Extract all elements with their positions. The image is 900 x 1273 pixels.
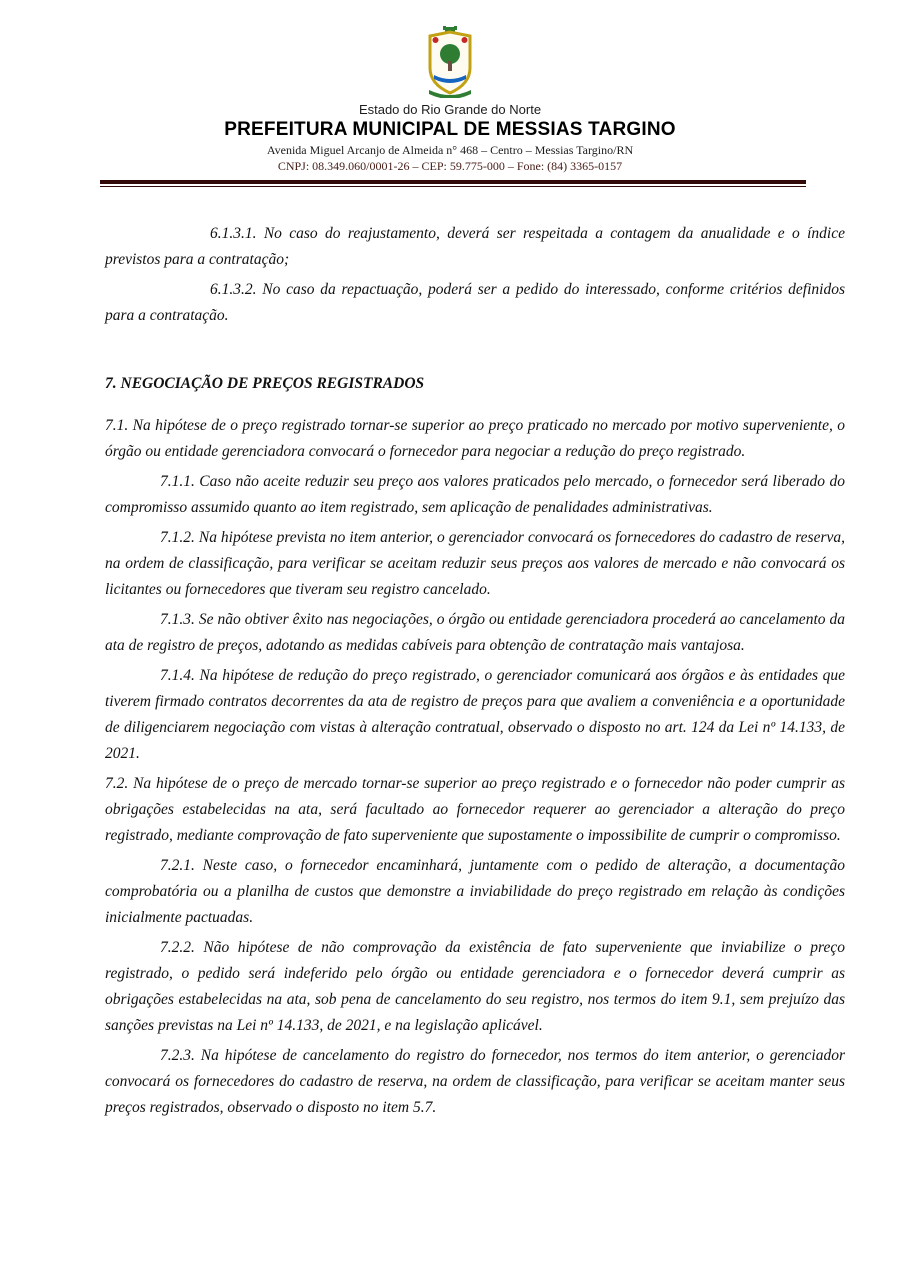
coat-of-arms-logo: [0, 26, 900, 98]
paragraph-7-2: 7.2. Na hipótese de o preço de mercado tornar-se superior ao preço registrado e o fornecedor não poder cumprir as obrigações estabelecidas na ata, será facultado ao fornecedor requerer ao gerenciador a alteração do preço registrado, mediante comprovação de fato superveniente que supostamente o impossibilite de cumprir o compromisso.: [105, 775, 845, 844]
paragraph-6-1-3-2: 6.1.3.2. No caso da repactuação, poderá ser a pedido do interessado, conforme critérios definidos para a contratação.: [105, 281, 845, 324]
divider-thick-rule: [100, 180, 806, 184]
section-heading-7: 7. NEGOCIAÇÃO DE PREÇOS REGISTRADOS: [105, 375, 425, 392]
paragraph-7-2-3: 7.2.3. Na hipótese de cancelamento do registro do fornecedor, nos termos do item anterior, o gerenciador convocará os fornecedores do cadastro de reserva, na ordem de classificação, para verificar se aceitam manter seus preços registrados, observado o disposto no item 5.7.: [105, 1047, 845, 1116]
paragraph-7-2-1: 7.2.1. Neste caso, o fornecedor encaminhará, juntamente com o pedido de alteração, a documentação comprobatória ou a planilha de custos que demonstre a inviabilidade do preço registrado em relação às condições inicialmente pactuadas.: [105, 857, 845, 926]
letterhead: [0, 0, 900, 187]
state-line: Estado do Rio Grande do Norte: [358, 102, 542, 117]
paragraph-6-1-3-1: 6.1.3.1. No caso do reajustamento, deverá ser respeitada a contagem da anualidade e o índice previstos para a contratação;: [105, 225, 845, 268]
paragraph-7-1-1: 7.1.1. Caso não aceite reduzir seu preço aos valores praticados pelo mercado, o fornecedor será liberado do compromisso assumido quanto ao item registrado, sem aplicação de penalidades administrativas.: [105, 473, 845, 516]
paragraph-7-1-2: 7.1.2. Na hipótese prevista no item anterior, o gerenciador convocará os fornecedores do cadastro de reserva, na ordem de classificação, para verificar se aceitam reduzir seus preços aos valores de mercado e não convocará os licitantes ou fornecedores que tiveram seu registro cancelado.: [105, 529, 845, 598]
header-divider: [100, 180, 806, 187]
municipality-title: PREFEITURA MUNICIPAL DE MESSIAS TARGINO: [224, 119, 676, 140]
divider-thin-rule: [100, 186, 806, 187]
paragraph-7-1: 7.1. Na hipótese de o preço registrado tornar-se superior ao preço praticado no mercado por motivo superveniente, o órgão ou entidade gerenciadora convocará o fornecedor para negociar a redução do preço registrado.: [105, 417, 845, 460]
document-body: [105, 221, 845, 1121]
address-line: Avenida Miguel Arcanjo de Almeida n° 468 – Centro – Messias Targino/RN: [266, 143, 634, 157]
cnpj-line: CNPJ: 08.349.060/0001-26 – CEP: 59.775-000 – Fone: (84) 3365-0157: [277, 159, 623, 173]
paragraph-7-1-3: 7.1.3. Se não obtiver êxito nas negociações, o órgão ou entidade gerenciadora procederá ao cancelamento da ata de registro de preços, adotando as medidas cabíveis para obtenção de contratação mais vantajosa.: [105, 611, 845, 654]
paragraph-7-2-2: 7.2.2. Não hipótese de não comprovação da existência de fato superveniente que inviabilize o preço registrado, o pedido será indeferido pelo órgão ou entidade gerenciadora e o fornecedor deverá cumprir as obrigações estabelecidas na ata, sob pena de cancelamento do seu registro, nos termos do item 9.1, sem prejuízo das sanções previstas na Lei nº 14.133, de 2021, e na legislação aplicável.: [105, 939, 845, 1034]
paragraph-7-1-4: 7.1.4. Na hipótese de redução do preço registrado, o gerenciador comunicará aos órgãos e às entidades que tiverem firmado contratos decorrentes da ata de registro de preços para que avaliem a conveniência e a oportunidade de diligenciarem negociação com vistas à alteração contratual, observado o disposto no art. 124 da Lei nº 14.133, de 2021.: [105, 667, 845, 762]
